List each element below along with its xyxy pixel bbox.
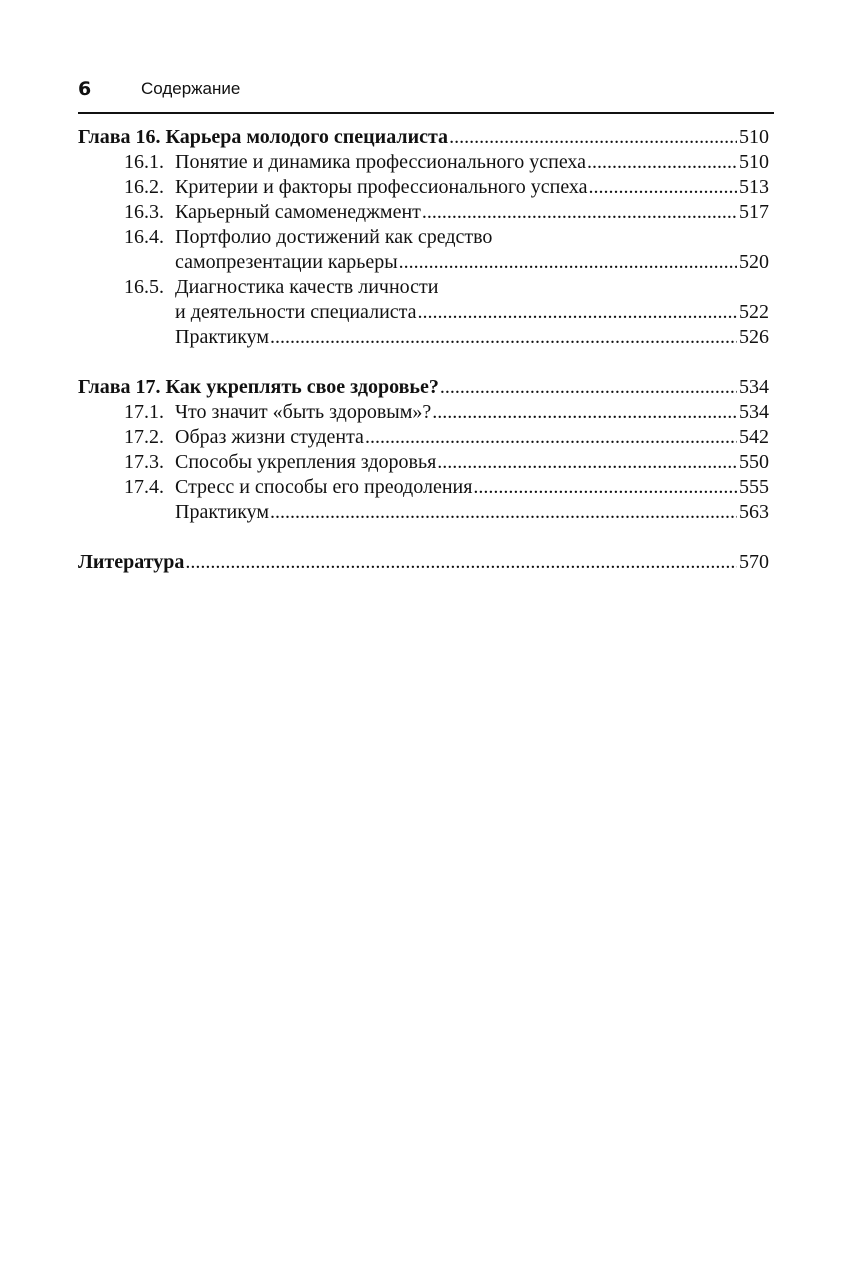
page-number: 6 — [78, 78, 92, 100]
dot-leader — [587, 150, 737, 175]
toc-practicum-17[interactable] — [78, 500, 769, 525]
spacer — [78, 525, 769, 550]
section-number: 16.3. — [124, 201, 164, 223]
section-number: 16.1. — [124, 151, 164, 173]
page-ref: 510 — [739, 126, 769, 148]
dot-leader — [449, 125, 737, 150]
toc-chapter-17[interactable] — [78, 375, 769, 400]
section-title: Карьерный самоменеджмент — [175, 201, 421, 223]
dot-leader — [437, 450, 737, 475]
toc-section-16-3[interactable] — [78, 200, 769, 225]
page-ref: 526 — [739, 326, 769, 348]
dot-leader — [365, 425, 737, 450]
section-title: Образ жизни студента — [175, 426, 364, 448]
section-number: 16.2. — [124, 176, 164, 198]
toc-section-17-3[interactable] — [78, 450, 769, 475]
dot-leader — [440, 375, 737, 400]
section-title: Портфолио достижений как средство — [175, 226, 493, 248]
page-ref: 534 — [739, 401, 769, 423]
page-ref: 534 — [739, 376, 769, 398]
chapter-title: Глава 17. Как укреплять свое здоровье? — [78, 376, 439, 398]
section-title: Что значит «быть здоровым»? — [175, 401, 432, 423]
practicum-title: Практикум — [175, 326, 270, 348]
section-number: 17.3. — [124, 451, 164, 473]
toc-section-16-5-line1[interactable] — [78, 275, 769, 300]
page-ref: 570 — [739, 551, 769, 573]
literature-title: Литература — [78, 551, 185, 573]
section-title-continued: и деятельности специалиста — [175, 301, 417, 323]
dot-leader — [589, 175, 737, 200]
section-number: 16.5. — [124, 276, 164, 298]
chapter-title: Глава 16. Карьера молодого специалиста — [78, 126, 449, 148]
section-number: 17.1. — [124, 401, 164, 423]
toc-section-17-2[interactable] — [78, 425, 769, 450]
section-title: Стресс и способы его преодоления — [175, 476, 473, 498]
page-ref: 542 — [739, 426, 769, 448]
page-ref: 555 — [739, 476, 769, 498]
section-number: 17.2. — [124, 426, 164, 448]
section-title: Понятие и динамика профессионального успеха — [175, 151, 587, 173]
dot-leader — [270, 325, 737, 350]
page-ref: 510 — [739, 151, 769, 173]
table-of-contents — [78, 125, 769, 575]
toc-section-16-4-line2[interactable] — [78, 250, 769, 275]
dot-leader — [418, 300, 737, 325]
toc-section-16-5-line2[interactable] — [78, 300, 769, 325]
section-title: Способы укрепления здоровья — [175, 451, 437, 473]
section-number: 17.4. — [124, 476, 164, 498]
toc-section-17-4[interactable] — [78, 475, 769, 500]
toc-section-16-2[interactable] — [78, 175, 769, 200]
header-rule — [78, 112, 774, 114]
section-title: Критерии и факторы профессионального успеха — [175, 176, 588, 198]
dot-leader — [185, 550, 737, 575]
section-number: 16.4. — [124, 226, 164, 248]
dot-leader — [422, 200, 737, 225]
practicum-title: Практикум — [175, 501, 270, 523]
section-title: Диагностика качеств личности — [175, 276, 439, 298]
running-title: Содержание — [141, 79, 241, 98]
spacer — [78, 350, 769, 375]
toc-section-16-1[interactable] — [78, 150, 769, 175]
page-ref: 550 — [739, 451, 769, 473]
section-title-continued: самопрезентации карьеры — [175, 251, 398, 273]
dot-leader — [432, 400, 737, 425]
toc-literature[interactable] — [78, 550, 769, 575]
page-ref: 517 — [739, 201, 769, 223]
page-ref: 522 — [739, 301, 769, 323]
page-ref: 513 — [739, 176, 769, 198]
toc-section-16-4-line1[interactable] — [78, 225, 769, 250]
dot-leader — [270, 500, 737, 525]
page-ref: 563 — [739, 501, 769, 523]
page-ref: 520 — [739, 251, 769, 273]
toc-chapter-16[interactable] — [78, 125, 769, 150]
dot-leader — [473, 475, 737, 500]
dot-leader — [399, 250, 737, 275]
toc-section-17-1[interactable] — [78, 400, 769, 425]
running-header — [78, 76, 774, 102]
toc-practicum-16[interactable] — [78, 325, 769, 350]
